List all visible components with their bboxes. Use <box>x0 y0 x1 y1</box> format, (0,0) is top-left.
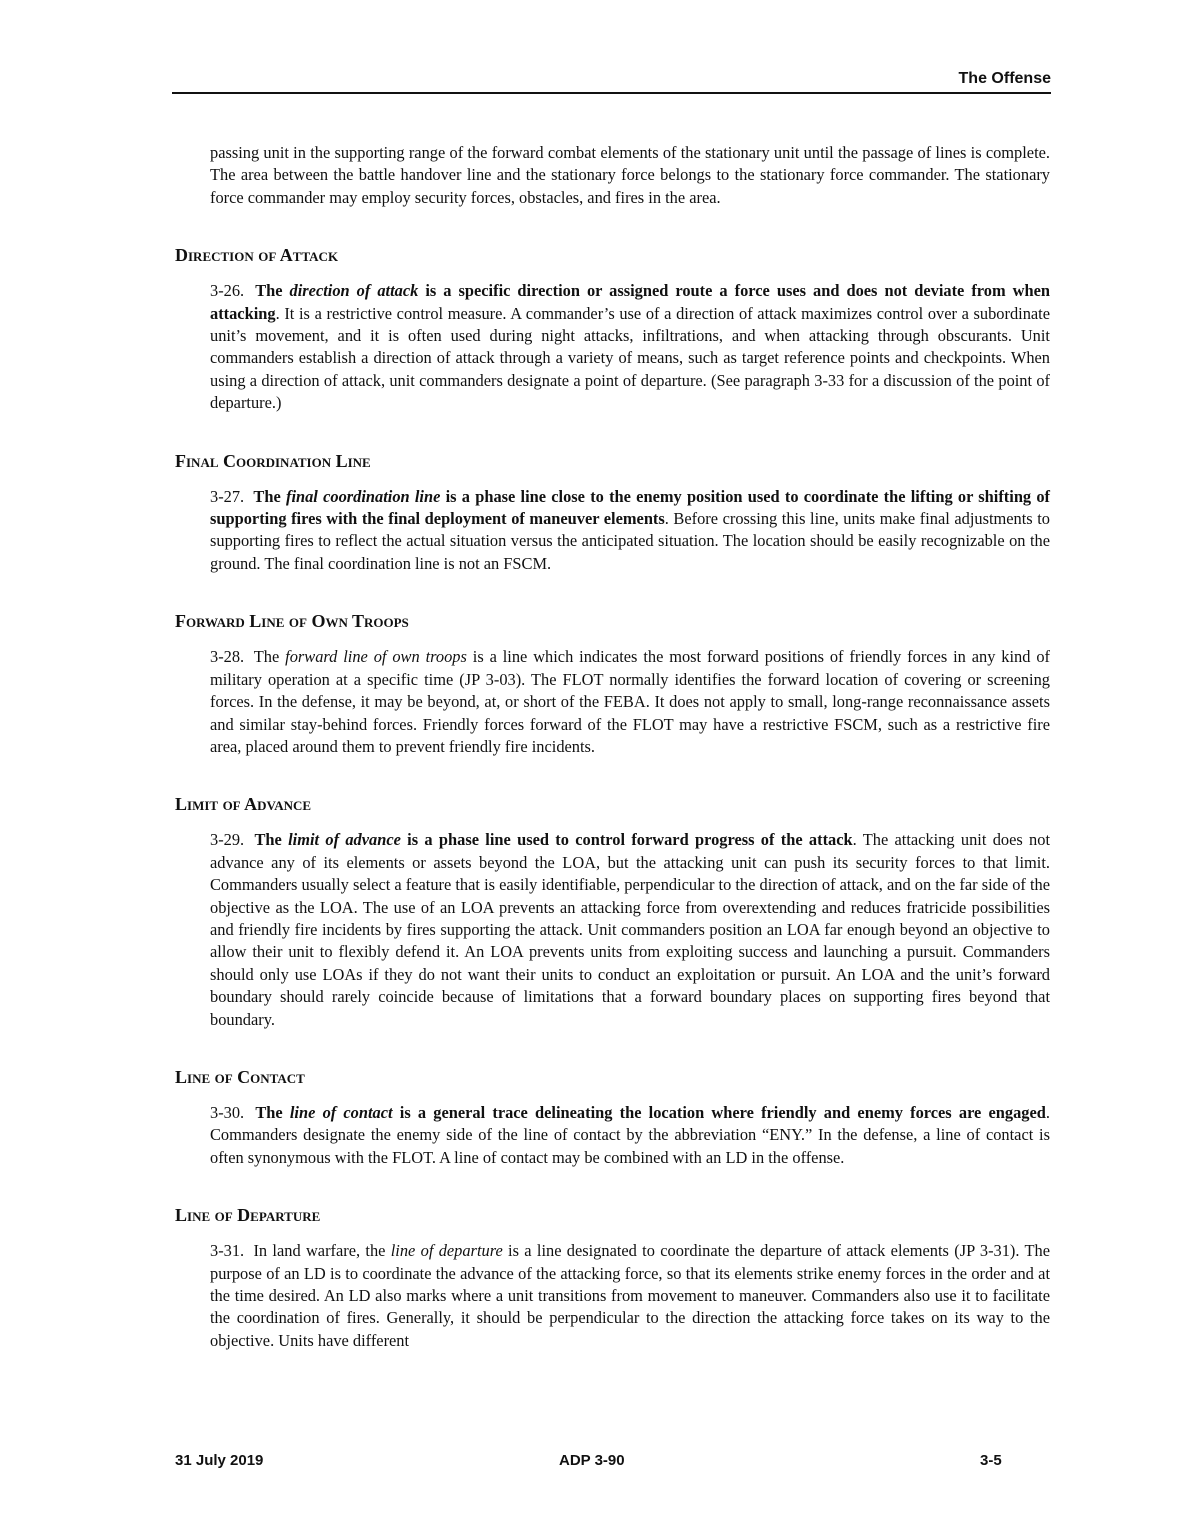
heading-limit-of-advance: Limit of Advance <box>175 794 312 815</box>
footer-page-number: 3-5 <box>980 1452 1002 1469</box>
heading-forward-line-of-own-troops: Forward Line of Own Troops <box>175 611 409 632</box>
defined-term: line of contact <box>289 1102 393 1122</box>
heading-direction-of-attack: Direction of Attack <box>175 245 339 266</box>
paragraph-number: 3-26. <box>210 281 245 301</box>
running-header-title: The Offense <box>958 70 1051 87</box>
paragraph-3-27 <box>210 486 1050 576</box>
paragraph-3-31 <box>210 1240 1050 1352</box>
paragraph-lead: In land warfare, the <box>253 1241 391 1261</box>
defined-term: limit of advance <box>288 830 401 850</box>
page-body <box>175 142 1051 1352</box>
definition-text: is a phase line close to the enemy position used to coordinate the lifting or shifting of supporting fires with the final deployment of maneuver elements <box>210 486 1051 529</box>
definition-lead: The <box>254 830 289 850</box>
heading-final-coordination-line: Final Coordination Line <box>175 450 371 471</box>
footer-publication: ADP 3-90 <box>559 1452 625 1469</box>
paragraph-body: . It is a restrictive control measure. A commander’s use of a direction of attack maximizes control over a subordinate unit’s movement, and it is often used during night attacks, infiltrations, and when attacking through obscurants. Unit commanders establish a direction of attack through a variety of means, such as target reference points and checkpoints. When using a direction of attack, unit commanders designate a point of departure. (See paragraph 3-33 for a discussion of the point of departure.) <box>210 303 1050 413</box>
heading-line-of-departure: Line of Departure <box>175 1205 321 1226</box>
paragraph-body: . Before crossing this line, units make final adjustments to supporting fires to reflect the actual situation versus the anticipated situation. The location should be easily recognizable on the ground. The final coordination line is not an FSCM. <box>210 509 1050 573</box>
paragraph-body: is a line which indicates the most forward positions of friendly forces in any kind of military operation at a specific time (JP 3-03). The FLOT normally identifies the forward location of covering or screening forces. In the defense, it may be beyond, at, or short of the FEBA. It does not apply to small, long-range reconnaissance assets and similar stay-behind forces. Friendly forces forward of the FLOT may have a restrictive FSCM, such as a restrictive fire area, placed around them to prevent friendly fire incidents. <box>210 647 1050 756</box>
paragraph-number: 3-31. <box>210 1241 245 1261</box>
intro-paragraph: passing unit in the supporting range of the forward combat elements of the stationary unit until the passage of lines is complete. The area between the battle handover line and the stationary force belongs to the stationary force commander. The stationary force commander may employ security forces, obstacles, and fires in the area. <box>210 143 1050 207</box>
definition-text: is a phase line used to control forward progress of the attack <box>400 830 853 850</box>
defined-term: final coordination line <box>285 486 441 506</box>
paragraph-number: 3-30. <box>210 1102 245 1122</box>
footer-date: 31 July 2019 <box>175 1452 264 1469</box>
definition-text: is a general trace delineating the location where friendly and enemy forces are engaged <box>392 1102 1046 1122</box>
paragraph-number: 3-29. <box>210 830 245 850</box>
paragraph-number: 3-28. <box>210 647 245 667</box>
paragraph-body: . Commanders designate the enemy side of the line of contact by the abbreviation “ENY.” In the defense, a line of contact is often synonymous with the FLOT. A line of contact may be combined with an LD in the offense. <box>210 1102 1050 1167</box>
definition-text: is a specific direction or assigned route a force uses and does not deviate from when attacking <box>210 281 1050 323</box>
heading-line-of-contact: Line of Contact <box>175 1066 305 1087</box>
paragraph-number: 3-27. <box>210 486 245 506</box>
definition-lead: The <box>253 486 286 506</box>
defined-term: forward line of own troops <box>285 647 467 667</box>
definition-lead: The <box>255 281 290 301</box>
paragraph-lead: The <box>253 647 286 667</box>
paragraph-3-26 <box>210 280 1050 414</box>
paragraph-body: . The attacking unit does not advance any of its elements or assets beyond the LOA, but the attacking unit can push its security forces to that limit. Commanders usually select a feature that is easily identifiable, perpendicular to the direction of attack, and on the far side of the objective as the LOA. The use of an LOA prevents an attacking force from overextending and reduces fratricide possibilities and friendly fire incidents by fires supporting the attack. Unit commanders position an LOA far enough beyond an objective to allow their unit to flexibly defend it. An LOA prevents units from exploiting success and launching a pursuit. Commanders should only use LOAs if they do not want their units to conduct an exploitation or pursuit. An LOA and the unit’s forward boundary should rarely coincide because of limitations that a forward boundary places on supporting fires beyond that boundary. <box>210 830 1050 1029</box>
header-rule <box>172 92 1051 94</box>
paragraph-3-28 <box>210 646 1050 758</box>
defined-term: line of departure <box>390 1241 503 1261</box>
paragraph-3-30 <box>210 1102 1050 1169</box>
paragraph-3-29 <box>210 829 1050 1031</box>
defined-term: direction of attack <box>289 281 419 301</box>
definition-lead: The <box>255 1102 290 1122</box>
paragraph-body: is a line designated to coordinate the departure of attack elements (JP 3-31). The purpose of an LD is to coordinate the advance of the attacking force, so that its elements strike enemy forces in the order and at the time desired. An LD also marks where a unit transitions from movement to maneuver. Commanders also use it to facilitate the coordination of fires. Generally, it should be perpendicular to the direction the attacking force takes on its way to the objective. Units have different <box>210 1241 1050 1350</box>
